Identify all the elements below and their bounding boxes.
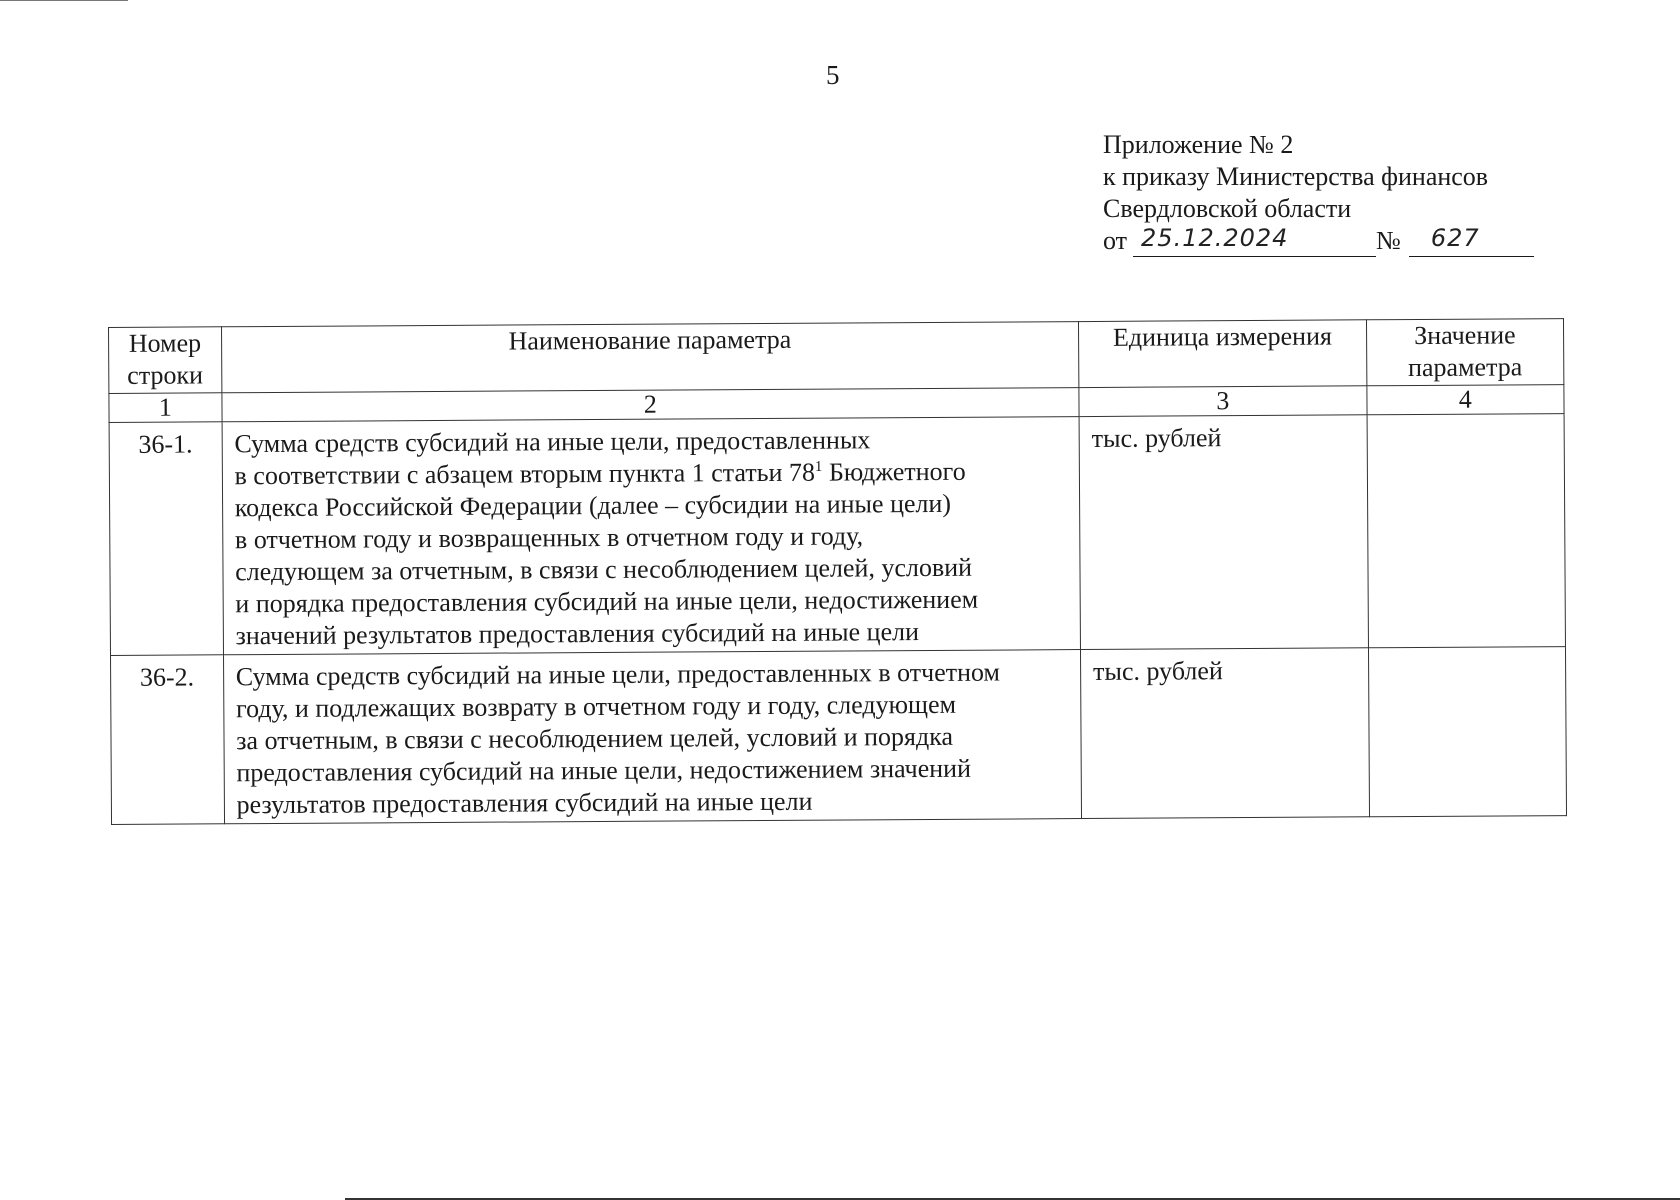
number-label: № bbox=[1376, 226, 1401, 255]
param-name-line: в отчетном году и возвращенных в отчетном году и году, bbox=[234, 521, 864, 555]
param-name-line: за отчетным, в связи с несоблюдением целей, условий и порядка bbox=[236, 721, 954, 756]
appendix-title: Приложение № 2 bbox=[1103, 130, 1294, 159]
header-row-number: Номер строки bbox=[109, 327, 222, 394]
appendix-region: Свердловской области bbox=[1103, 194, 1352, 223]
handwritten-date: 25.12.2024 bbox=[1141, 224, 1289, 252]
param-name-line: Сумма средств субсидий на иные цели, предоставленных в отчетном bbox=[235, 657, 1001, 692]
appendix-order-ref: к приказу Министерства финансов bbox=[1103, 162, 1489, 191]
param-name-cell bbox=[223, 650, 1081, 824]
param-name-line: кодекса Российской Федерации (далее – субсидии на иные цели) bbox=[234, 488, 952, 523]
table-row bbox=[109, 414, 1565, 656]
column-index: 2 bbox=[222, 388, 1079, 422]
handwritten-number: 627 bbox=[1430, 224, 1480, 252]
param-name-line: и порядка предоставления субсидий на иные цели, недостижением bbox=[235, 584, 979, 619]
param-name-text: Бюджетного bbox=[822, 456, 966, 487]
param-name-line: значений результатов предоставления субсидий на иные цели bbox=[235, 617, 920, 651]
unit-cell: тыс. рублей bbox=[1080, 648, 1369, 819]
param-name-text: в соответствии с абзацем вторым пункта 1 статьи 78 bbox=[234, 457, 816, 491]
column-index: 4 bbox=[1367, 385, 1564, 415]
unit-cell: тыс. рублей bbox=[1079, 415, 1368, 650]
param-name-line: Сумма средств субсидий на иные цели, предоставленных bbox=[234, 425, 871, 459]
appendix-block bbox=[1103, 129, 1534, 257]
parameters-table bbox=[108, 318, 1567, 825]
row-number: 36-2. bbox=[111, 655, 225, 825]
row-number: 36-1. bbox=[109, 422, 223, 656]
param-name-cell bbox=[222, 417, 1081, 655]
from-label: от bbox=[1103, 226, 1128, 255]
table-header-row bbox=[109, 319, 1564, 394]
header-value: Значение параметра bbox=[1366, 319, 1564, 386]
value-cell bbox=[1367, 414, 1566, 648]
param-name-line: предоставления субсидий на иные цели, недостижением значений bbox=[236, 753, 972, 788]
table-row bbox=[111, 647, 1567, 825]
appendix-date-number-row bbox=[1103, 225, 1534, 257]
date-blank bbox=[1133, 226, 1376, 257]
number-blank bbox=[1409, 226, 1534, 257]
param-name-line bbox=[235, 455, 1069, 492]
superscript: 1 bbox=[814, 458, 823, 476]
header-param-name: Наименование параметра bbox=[221, 322, 1079, 393]
page-number: 5 bbox=[826, 60, 840, 90]
column-index: 1 bbox=[109, 393, 222, 423]
param-name-line: году, и подлежащих возврату в отчетном году и году, следующем bbox=[235, 689, 957, 724]
header-unit: Единица измерения bbox=[1078, 320, 1366, 388]
param-name-line: следующем за отчетным, в связи с несоблюдением целей, условий bbox=[235, 552, 973, 587]
value-cell bbox=[1368, 647, 1566, 817]
scan-edge-top bbox=[0, 0, 128, 1]
param-name-line: результатов предоставления субсидий на иные цели bbox=[236, 786, 813, 820]
column-index: 3 bbox=[1079, 386, 1367, 417]
